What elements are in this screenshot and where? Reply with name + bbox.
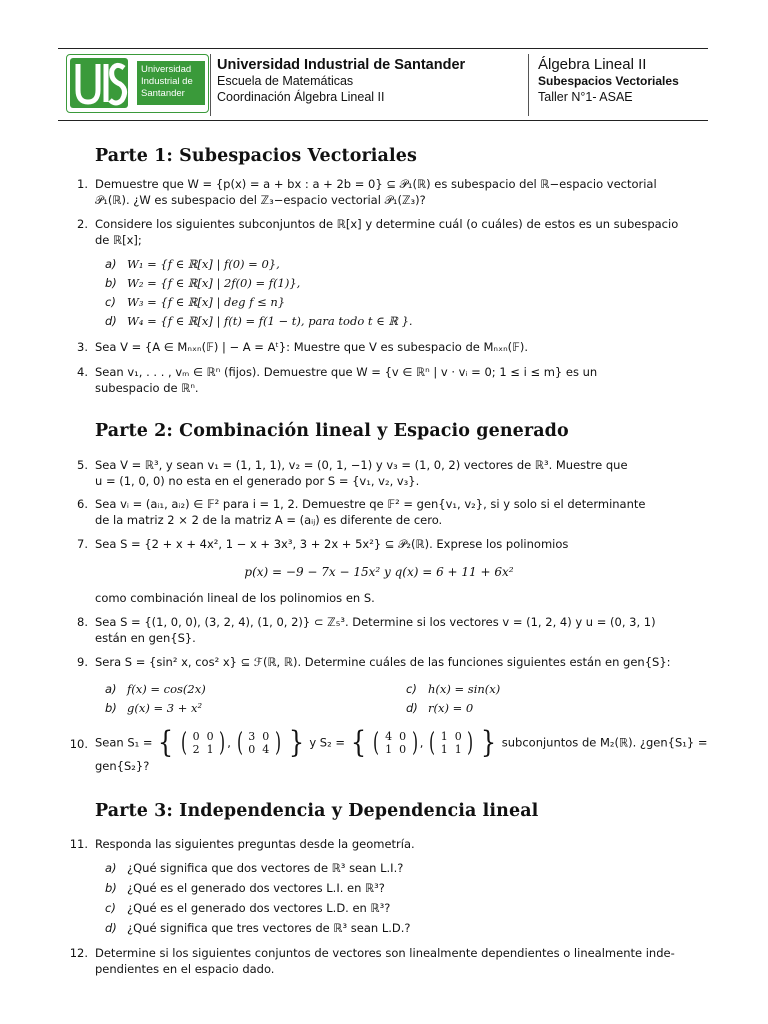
- matrix-s1-2: [245, 730, 273, 756]
- function-d: [406, 700, 473, 716]
- logo-text: [137, 61, 205, 105]
- subitem-label: a): [105, 682, 117, 696]
- topic-name: Subespacios Vectoriales: [538, 74, 679, 88]
- text-line: están en gen{S}.: [95, 631, 196, 645]
- matrix-entry: 2: [192, 743, 200, 756]
- set-brace: }: [288, 725, 304, 760]
- matrix-entry: 1: [440, 730, 448, 743]
- question-d: [105, 920, 411, 936]
- matrix-entry: 0: [399, 730, 407, 743]
- subitem-text: h(x) = sin(x): [428, 682, 501, 696]
- exercise-text: [95, 176, 700, 208]
- function-a: [105, 681, 206, 697]
- text-line: Responda las siguientes preguntas desde la geometría.: [95, 837, 415, 851]
- coordination-name: Coordinación Álgebra Lineal II: [217, 89, 385, 104]
- exercise-number: 5.: [77, 458, 88, 472]
- logo-line-1: Universidad: [141, 64, 192, 75]
- subitem-text: W₁ = {f ∈ ℝ[x] | f(0) = 0},: [127, 257, 280, 271]
- subitem-label: b): [105, 701, 117, 715]
- text-line: Demuestre que W = {p(x) = a + bx : a + 2b = 0} ⊆ 𝒫₁(ℝ) es subespacio del ℝ−espacio vectorial: [95, 177, 657, 191]
- logo-line-2: Industrial de: [141, 76, 193, 87]
- subitem-text: f(x) = cos(2x): [127, 682, 206, 696]
- matrix-s2-1: [382, 730, 410, 756]
- subitem-label: c): [105, 901, 116, 915]
- exercise-number: 6.: [77, 497, 88, 511]
- university-logo: [66, 54, 209, 113]
- exercise-number: 4.: [77, 365, 88, 379]
- matrix-entry: 0: [454, 730, 462, 743]
- header: [58, 48, 708, 120]
- subitem-text: W₄ = {f ∈ ℝ[x] | f(t) = f(1 − t), para todo t ∈ ℝ }.: [127, 314, 413, 328]
- exercise-text: Sean S₁ = { ( 0 0 2 1 ) , ( 3 0 0 4 ) } y S₂ = { ( 4 0 1 0 ) , ( 1 0 1 1 ) } subconjuntos de M₂(ℝ). ¿gen{S₁} =: [95, 725, 708, 760]
- subitem-c: [105, 294, 285, 310]
- matrix-paren: ): [219, 728, 226, 758]
- subitem-text: g(x) = 3 + x²: [127, 701, 203, 715]
- matrix-entry: 0: [206, 730, 214, 743]
- text-line: de ℝ[x];: [95, 233, 142, 247]
- question-b: [105, 880, 385, 896]
- matrix-entry: 0: [248, 743, 256, 756]
- header-divider: [210, 54, 211, 116]
- text-line: Sea vᵢ = (aᵢ₁, aᵢ₂) ∈ 𝔽² para i = 1, 2. Demuestre qe 𝔽² = gen{v₁, v₂}, si y solo si el determinante: [95, 497, 646, 511]
- exercise-text: [95, 654, 700, 670]
- question-a: [105, 860, 403, 876]
- section-title-part3: Parte 3: Independencia y Dependencia lineal: [95, 801, 539, 821]
- matrix-entry: 3: [248, 730, 256, 743]
- workshop-name: Taller N°1- ASAE: [538, 89, 633, 104]
- university-name: Universidad Industrial de Santander: [217, 57, 466, 73]
- matrix-entry: 4: [385, 730, 393, 743]
- text-line: u = (1, 0, 0) no esta en el generado por S = {v₁, v₂, v₃}.: [95, 474, 420, 488]
- matrix-entry: 1: [454, 743, 462, 756]
- text-line: Considere los siguientes subconjuntos de ℝ[x] y determine cuál (o cuáles) de estos es un subespacio: [95, 217, 679, 231]
- matrix-entry: 0: [399, 743, 407, 756]
- subitem-d: [105, 313, 413, 329]
- subitem-label: d): [406, 701, 418, 715]
- matrix-entry: 0: [192, 730, 200, 743]
- subitem-text: W₃ = {f ∈ ℝ[x] | deg f ≤ n}: [127, 295, 286, 309]
- subitem-a: [105, 256, 280, 272]
- exercise-text: [95, 216, 700, 248]
- matrix-paren: ): [467, 728, 474, 758]
- exercise-number: 11.: [69, 837, 88, 851]
- subitem-label: d): [105, 921, 117, 935]
- matrix-entry: 1: [385, 743, 393, 756]
- subitem-label: d): [105, 314, 117, 328]
- set-brace: {: [350, 725, 366, 760]
- matrix-paren: (: [181, 728, 188, 758]
- course-name: Álgebra Lineal II: [538, 56, 647, 73]
- subitem-text: ¿Qué significa que tres vectores de ℝ³ sean L.D.?: [127, 921, 411, 935]
- matrix-paren: ): [274, 728, 281, 758]
- text-line: Sea S = {2 + x + 4x², 1 − x + 3x³, 3 + 2x + 5x²} ⊆ 𝒫₂(ℝ). Exprese los polinomios: [95, 537, 569, 551]
- section-title-part1: Parte 1: Subespacios Vectoriales: [95, 146, 417, 166]
- text-segment: Sean S₁ =: [95, 735, 153, 750]
- school-name: Escuela de Matemáticas: [217, 74, 354, 88]
- exercise-number: 8.: [77, 615, 88, 629]
- exercise-number: 2.: [77, 217, 88, 231]
- exercise-text: [95, 536, 700, 552]
- subitem-text: r(x) = 0: [428, 701, 474, 715]
- matrix-entry: 1: [440, 743, 448, 756]
- exercise-text: [95, 457, 700, 489]
- matrix-s2-2: [437, 730, 465, 756]
- text-line: subespacio de ℝⁿ.: [95, 381, 199, 395]
- text-line: pendientes en el espacio dado.: [95, 962, 275, 976]
- formula-7: p(x) = −9 − 7x − 15x² y q(x) = 6 + 11 + 6x²: [244, 565, 514, 579]
- matrix-paren: (: [429, 728, 436, 758]
- text-line: Sea V = {A ∈ Mₙₓₙ(𝔽) | − A = Aᵗ}: Muestre que V es subespacio de Mₙₓₙ(𝔽).: [95, 340, 529, 354]
- text-line: Sean v₁, . . . , vₘ ∈ ℝⁿ (fijos). Demuestre que W = {v ∈ ℝⁿ | v · vᵢ = 0; 1 ≤ i ≤ m} es un: [95, 365, 598, 379]
- exercise-text: [95, 339, 700, 355]
- subitem-label: a): [105, 257, 117, 271]
- uis-logo-icon: [70, 58, 128, 108]
- matrix-paren: (: [373, 728, 380, 758]
- matrix-entry: 4: [262, 743, 270, 756]
- subitem-label: c): [105, 295, 116, 309]
- text-line: gen{S₂}?: [95, 759, 150, 773]
- matrix-entry: 0: [262, 730, 270, 743]
- exercise-text: [95, 945, 700, 977]
- matrix-entry: 1: [206, 743, 214, 756]
- exercise-number: 7.: [77, 537, 88, 551]
- question-c: [105, 900, 390, 916]
- exercise-text: [95, 364, 700, 396]
- header-course: [538, 56, 679, 105]
- exercise-number: 9.: [77, 655, 88, 669]
- text-line: Sea V = ℝ³, y sean v₁ = (1, 1, 1), v₂ = (0, 1, −1) y v₃ = (1, 0, 2) vectores de ℝ³. Muestre que: [95, 458, 628, 472]
- header-divider: [528, 54, 529, 116]
- subitem-b: [105, 275, 300, 291]
- function-c: [406, 681, 500, 697]
- subitem-text: ¿Qué significa que dos vectores de ℝ³ sean L.I.?: [127, 861, 404, 875]
- subitem-label: b): [105, 276, 117, 290]
- logo-line-3: Santander: [141, 88, 185, 99]
- header-institution: [217, 56, 465, 105]
- subitem-label: c): [406, 682, 417, 696]
- subitem-text: ¿Qué es el generado dos vectores L.I. en ℝ³?: [127, 881, 385, 895]
- matrix-paren: ): [411, 728, 418, 758]
- section-title-part2: Parte 2: Combinación lineal y Espacio generado: [95, 421, 569, 441]
- matrix-s1-1: [189, 730, 217, 756]
- exercise-text: [95, 836, 700, 852]
- subitem-text: W₂ = {f ∈ ℝ[x] | 2f(0) = f(1)},: [127, 276, 301, 290]
- set-brace: }: [480, 725, 497, 760]
- exercise-text: [95, 496, 700, 528]
- text-line: Determine si los siguientes conjuntos de vectores son linealmente dependientes o linealmente inde-: [95, 946, 675, 960]
- function-b: [105, 700, 202, 716]
- text-line: como combinación lineal de los polinomios en S.: [95, 591, 375, 605]
- exercise-number: 10.: [69, 737, 88, 751]
- subitem-text: ¿Qué es el generado dos vectores L.D. en ℝ³?: [127, 901, 391, 915]
- text-segment: subconjuntos de M₂(ℝ). ¿gen{S₁} =: [501, 735, 708, 750]
- text-line: 𝒫₁(ℝ). ¿W es subespacio del ℤ₃−espacio vectorial 𝒫₁(ℤ₃)?: [95, 193, 426, 207]
- exercise-number: 1.: [77, 177, 88, 191]
- exercise-number: 12.: [69, 946, 88, 960]
- set-brace: {: [158, 725, 174, 760]
- text-line: de la matriz 2 × 2 de la matriz A = (aᵢⱼ) es diferente de cero.: [95, 513, 443, 527]
- subitem-label: a): [105, 861, 117, 875]
- exercise-10: [58, 725, 708, 774]
- text-line: Sera S = {sin² x, cos² x} ⊆ ℱ(ℝ, ℝ). Determine cuáles de las funciones siguientes están en gen{S}:: [95, 655, 671, 669]
- exercise-number: 3.: [77, 340, 88, 354]
- exercise-text: [95, 614, 700, 646]
- header-bottom-rule: [58, 120, 708, 121]
- matrix-paren: (: [236, 728, 243, 758]
- text-line: Sea S = {(1, 0, 0), (3, 2, 4), (1, 0, 2)} ⊂ ℤ₅³. Determine si los vectores v = (1, 2, 4) y u = (0, 3, 1): [95, 615, 656, 629]
- text-segment: y S₂ =: [309, 735, 345, 750]
- subitem-label: b): [105, 881, 117, 895]
